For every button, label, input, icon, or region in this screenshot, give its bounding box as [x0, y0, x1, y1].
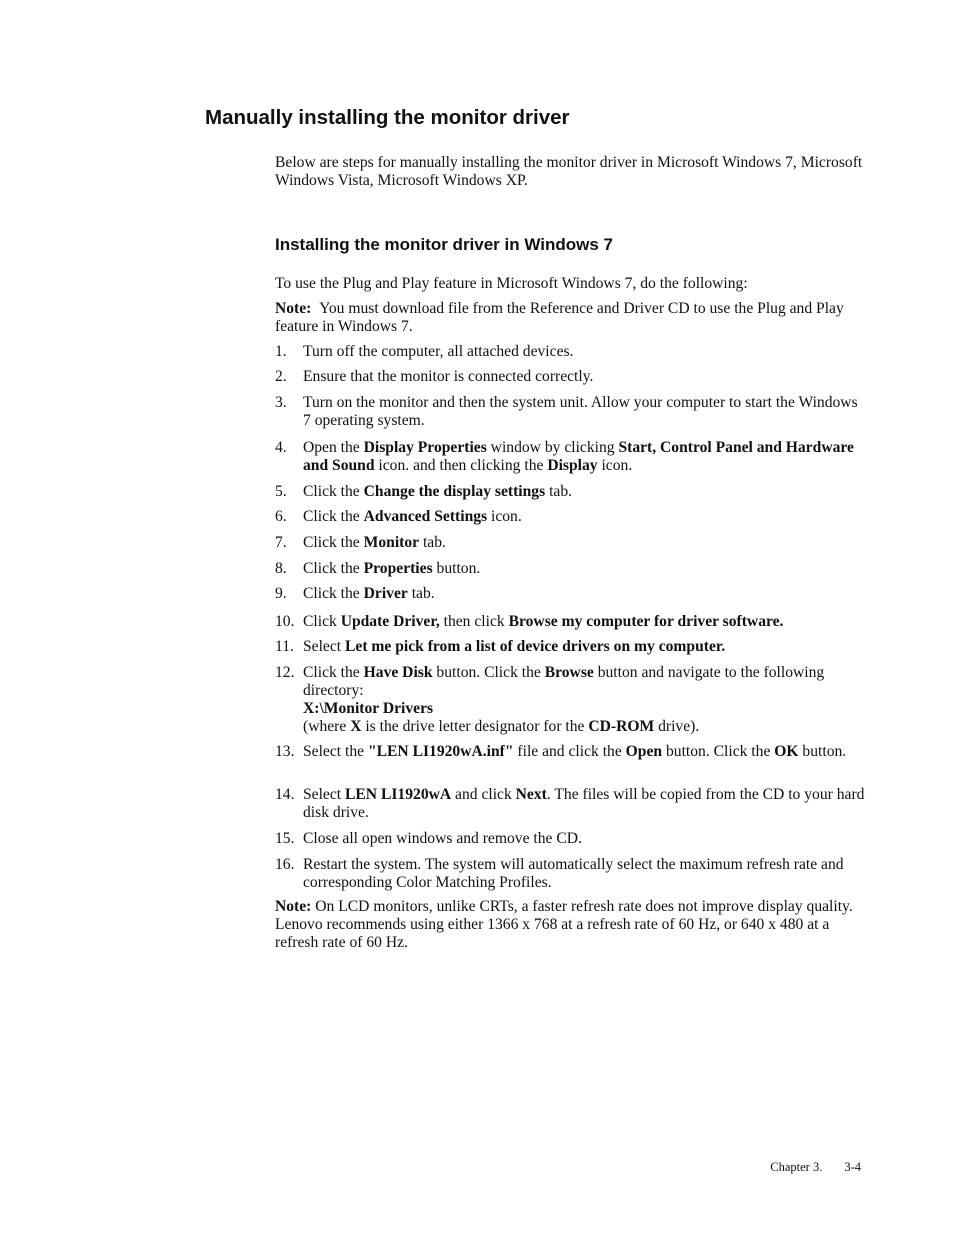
step-text-run: Click the [303, 560, 364, 577]
step-emphasis: Open [625, 743, 663, 760]
step-text [303, 743, 865, 761]
note-plug-and-play [275, 300, 865, 336]
note-label: Note: [275, 898, 312, 915]
step-text-run: and click [451, 786, 516, 803]
step-emphasis: X [350, 718, 362, 735]
step-emphasis: "LEN LI1920wA.inf" [367, 743, 514, 760]
note-text: You must download file from the Reference and Driver CD to use the Plug and Play feature in Windows 7. [275, 300, 844, 335]
step-text-run: Click [303, 613, 341, 630]
step-number: 11. [275, 638, 294, 655]
step-number: 4. [275, 439, 287, 456]
step-number: 16. [275, 856, 295, 873]
step-emphasis: Change the display settings [363, 483, 546, 500]
step-text [303, 856, 865, 892]
step-emphasis: Update Driver, [340, 613, 440, 630]
step-text-run: Close all open windows and remove the CD. [303, 830, 582, 847]
step-text [303, 394, 865, 430]
step-text-run: Turn off the computer, all attached devices. [303, 343, 574, 360]
step-emphasis: Display Properties [363, 439, 487, 456]
step-number: 8. [275, 560, 287, 577]
step-text-run: window by clicking [486, 439, 619, 456]
step-emphasis: Properties [363, 560, 433, 577]
step-text-run: tab. [407, 585, 435, 602]
footer-page-number: 3-4 [844, 1160, 861, 1174]
step-number: 14. [275, 786, 295, 803]
step-text-run: is the drive letter designator for the [361, 718, 589, 735]
note-refresh-rate [275, 898, 865, 952]
step-text-run: icon. [487, 508, 522, 525]
step-text [303, 613, 865, 631]
step-text [303, 368, 865, 386]
step-number: 13. [275, 743, 295, 760]
step-emphasis: Have Disk [363, 664, 433, 681]
step-text-run: Ensure that the monitor is connected correctly. [303, 368, 594, 385]
step-emphasis: X:\Monitor Drivers [303, 700, 434, 717]
step-text-run: icon. [597, 457, 633, 474]
step-text [303, 585, 865, 603]
note-text: On LCD monitors, unlike CRTs, a faster refresh rate does not improve display quality. Lenovo recommends using either 1366 x 768 at a refresh rate of 60 Hz, or 640 x 480 at a refresh rate of 60 Hz. [275, 898, 853, 951]
step-text-run: Click the [303, 664, 364, 681]
step-text-run: Restart the system. The system will automatically select the maximum refresh rate and corresponding Color Matching Profiles. [303, 856, 844, 891]
step-text-run: Click the [303, 508, 364, 525]
step-emphasis: LEN LI1920wA [345, 786, 452, 803]
step-text-run: then click [439, 613, 509, 630]
step-emphasis: Monitor [363, 534, 420, 551]
step-text [303, 508, 865, 526]
step-text-run: Click the [303, 483, 364, 500]
step-number: 6. [275, 508, 287, 525]
step-text-run: Open the [303, 439, 364, 456]
step-text-run: Click the [303, 534, 364, 551]
step-text-run: file and click the [513, 743, 626, 760]
step-number: 9. [275, 585, 287, 602]
step-emphasis: CD-ROM [588, 718, 655, 735]
section-title: Installing the monitor driver in Windows 7 [275, 235, 613, 254]
footer-chapter: Chapter 3. [770, 1160, 823, 1174]
step-text [303, 534, 865, 552]
step-text [303, 560, 865, 578]
step-text-run: Turn on the monitor and then the system unit. Allow your computer to start the Windows 7 operating system. [303, 394, 858, 429]
step-emphasis: Browse [544, 664, 594, 681]
step-number: 5. [275, 483, 287, 500]
step-number: 15. [275, 830, 295, 847]
step-emphasis: Let me pick from a list of device drivers on my computer. [345, 638, 726, 655]
step-emphasis: OK [774, 743, 799, 760]
step-emphasis: Display [547, 457, 598, 474]
step-emphasis: Advanced Settings [363, 508, 488, 525]
step-text-run: button. [432, 560, 481, 577]
step-emphasis: Next [515, 786, 547, 803]
step-number: 2. [275, 368, 287, 385]
step-text-run: button. Click the [432, 664, 545, 681]
step-text [303, 439, 865, 475]
step-text [303, 664, 865, 736]
step-text-run: drive). [654, 718, 700, 735]
intro-paragraph: Below are steps for manually installing the monitor driver in Microsoft Windows 7, Microsoft Windows Vista, Microsoft Windows XP. [275, 154, 863, 189]
step-text-run: button and navigate to the following directory: [303, 664, 825, 699]
step-emphasis: Start, Control Panel and Hardware and Sound [303, 439, 854, 474]
step-text-run: tab. [419, 534, 446, 551]
step-number: 12. [275, 664, 295, 681]
step-text-run: Select [303, 638, 345, 655]
step-text-run: . The files will be copied from the CD to your hard disk drive. [303, 786, 865, 821]
page-footer [770, 1160, 861, 1175]
step-text-run: Click the [303, 585, 364, 602]
step-number: 3. [275, 394, 287, 411]
page-title: Manually installing the monitor driver [205, 106, 570, 129]
step-text-run: button. Click the [662, 743, 775, 760]
step-text [303, 786, 865, 822]
step-text [303, 483, 865, 501]
step-text-run: button. [798, 743, 847, 760]
step-number: 7. [275, 534, 287, 551]
step-text [303, 830, 865, 848]
step-number: 10. [275, 613, 295, 630]
step-text-run: icon. and then clicking the [374, 457, 548, 474]
step-text-run: Select the [303, 743, 368, 760]
step-text-run: Select [303, 786, 345, 803]
step-text-run: (where [303, 718, 351, 735]
note-label: Note: [275, 300, 312, 317]
step-text [303, 638, 865, 656]
step-emphasis: Browse my computer for driver software. [508, 613, 784, 630]
lead-paragraph: To use the Plug and Play feature in Microsoft Windows 7, do the following: [275, 275, 748, 292]
step-text [303, 343, 865, 361]
step-emphasis: Driver [363, 585, 408, 602]
step-number: 1. [275, 343, 287, 360]
step-text-run: tab. [545, 483, 573, 500]
